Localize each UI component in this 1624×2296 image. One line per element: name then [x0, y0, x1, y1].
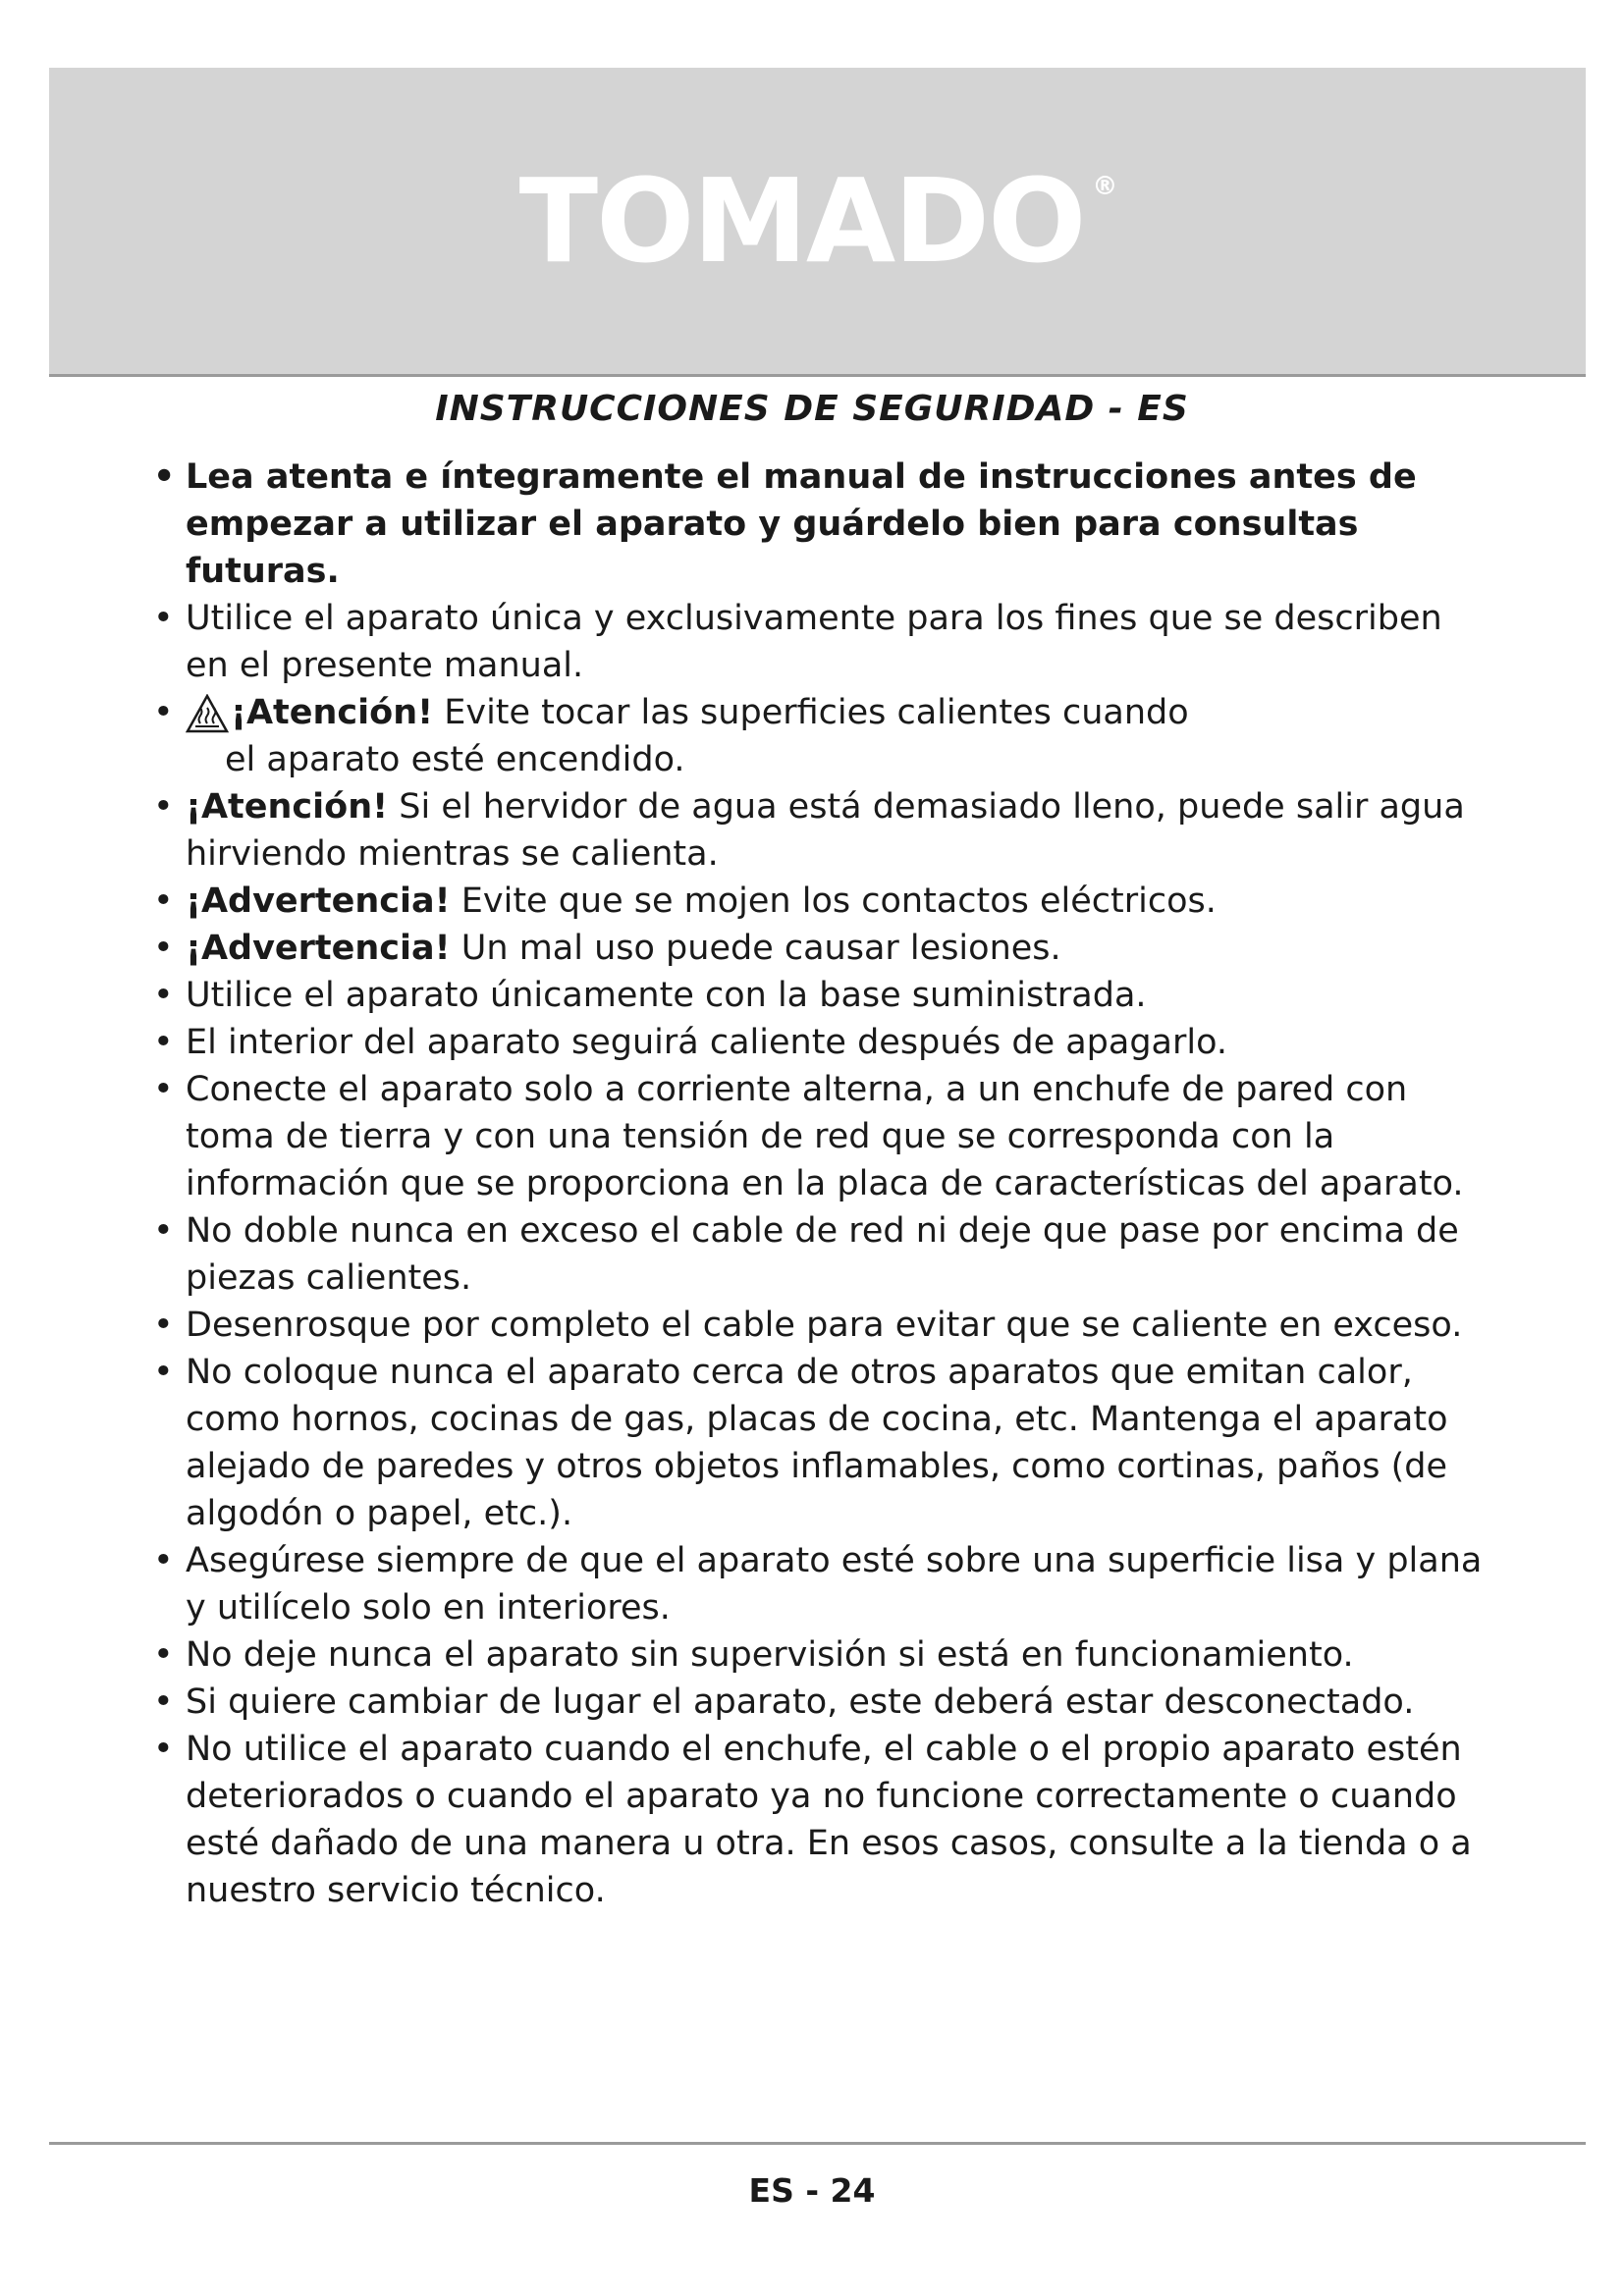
item-text: Si el hervidor de agua está demasiado lleno, puede salir agua hirviendo mientras se calienta. — [186, 787, 1465, 874]
item-text: Evite tocar las superficies calientes cuando — [444, 693, 1189, 732]
list-item — [153, 783, 1489, 878]
footer-divider — [49, 2142, 1586, 2145]
list-item — [153, 1726, 1489, 1914]
item-text: No deje nunca el aparato sin supervisión si está en funcionamiento. — [186, 1635, 1354, 1675]
item-text: Si quiere cambiar de lugar el aparato, este deberá estar desconectado. — [186, 1682, 1415, 1722]
list-item — [153, 1019, 1489, 1066]
item-text: Asegúrese siempre de que el aparato esté sobre una superficie lisa y plana y utilícelo solo en interiores. — [186, 1541, 1483, 1628]
list-item — [153, 1679, 1489, 1726]
item-text: Evite que se mojen los contactos eléctricos. — [460, 881, 1217, 921]
item-text: Utilice el aparato únicamente con la base suministrada. — [186, 976, 1147, 1015]
item-text: Un mal uso puede causar lesiones. — [460, 929, 1061, 968]
list-item — [153, 1537, 1489, 1631]
list-item — [153, 454, 1489, 595]
list-item — [153, 1066, 1489, 1207]
list-item — [153, 595, 1489, 689]
item-text: Lea atenta e íntegramente el manual de instrucciones antes de empezar a utilizar el aparato y guárdelo bien para consultas futuras. — [186, 457, 1417, 591]
item-text: No coloque nunca el aparato cerca de otros aparatos que emitan calor, como hornos, cocinas de gas, placas de cocina, etc. Mantenga el aparato alejado de paredes y otros objetos inflamables, como cortinas, paños (de algodón o papel, etc.). — [186, 1353, 1448, 1533]
list-item — [153, 1302, 1489, 1349]
safety-instructions-list — [153, 454, 1489, 1914]
brand-name: TOMADO — [518, 153, 1085, 289]
item-text: Desenrosque por completo el cable para evitar que se caliente en exceso. — [186, 1306, 1463, 1345]
registered-trademark-icon: ® — [1092, 172, 1116, 201]
page-number: ES - 24 — [748, 2171, 876, 2210]
list-item — [153, 1207, 1489, 1302]
list-item — [153, 1631, 1489, 1679]
item-text: Utilice el aparato única y exclusivamente para los fines que se describen en el presente manual. — [186, 599, 1442, 685]
item-text-continued: el aparato esté encendido. — [225, 740, 685, 779]
header-banner — [49, 68, 1586, 377]
item-text: El interior del aparato seguirá caliente después de apagarlo. — [186, 1023, 1228, 1062]
list-item — [153, 878, 1489, 925]
item-label: ¡Atención! — [231, 693, 434, 732]
item-label: ¡Advertencia! — [186, 881, 451, 921]
list-item — [153, 972, 1489, 1019]
item-text: No utilice el aparato cuando el enchufe, el cable o el propio aparato estén deteriorados o cuando el aparato ya no funcione correctamente o cuando esté dañado de una manera u otra. En esos casos, consulte a la tienda o a nuestro servicio técnico. — [186, 1730, 1472, 1910]
page-title: INSTRUCCIONES DE SEGURIDAD - ES — [435, 389, 1189, 429]
item-label: ¡Atención! — [186, 787, 389, 827]
list-item — [153, 1349, 1489, 1537]
item-text: No doble nunca en exceso el cable de red ni deje que pase por encima de piezas calientes. — [186, 1211, 1459, 1298]
list-item — [153, 689, 1489, 783]
item-text: Conecte el aparato solo a corriente alterna, a un enchufe de pared con toma de tierra y con una tensión de red que se corresponda con la información que se proporciona en la placa de características del aparato. — [186, 1070, 1464, 1203]
list-item — [153, 925, 1489, 972]
item-label: ¡Advertencia! — [186, 929, 451, 968]
hot-surface-warning-icon — [186, 694, 229, 733]
brand-logo — [49, 68, 1586, 374]
